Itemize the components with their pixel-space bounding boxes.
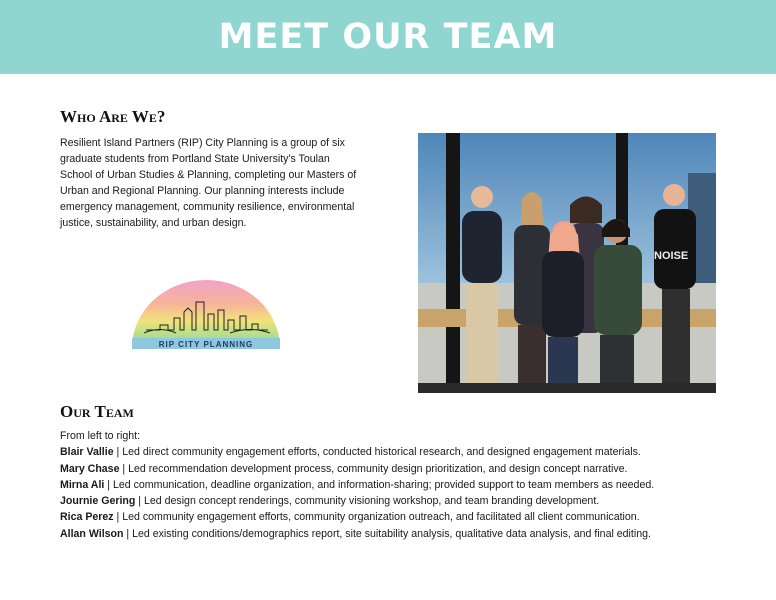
member-role: | Led recommendation development process, community design prioritization, and design concept narrative. (119, 462, 628, 475)
header-banner (0, 0, 776, 74)
member-name: Journie Gering (60, 495, 136, 508)
team-member (60, 493, 760, 509)
member-role: | Led design concept renderings, community visioning workshop, and team branding development. (135, 495, 600, 508)
shirt-sign-text: NOISE (654, 250, 689, 262)
member-role: | Led direct community engagement efforts, conducted historical research, and designed engagement materials. (113, 446, 641, 459)
team-member (60, 444, 760, 460)
team-photo (418, 133, 716, 393)
member-role: | Led communication, deadline organization, and information-sharing; provided support to team members as needed. (104, 478, 655, 491)
team-member (60, 526, 760, 542)
member-name: Mary Chase (60, 462, 120, 475)
team-list-intro: From left to right: (60, 430, 141, 442)
member-name: Mirna Ali (60, 478, 105, 491)
rip-city-planning-logo (130, 278, 282, 354)
who-are-we-text: Resilient Island Partners (RIP) City Planning is a group of six graduate students from Portland State University's Toulan School of Urban Studies & Planning, completing our Masters of Urban and Regional Planning. Our planning interests include emergency management, community resilience, environmental justice, sustainability, and urban design. (60, 137, 357, 229)
team-member (60, 477, 760, 493)
logo-text: RIP CITY PLANNING (158, 340, 254, 349)
member-name: Blair Vallie (60, 446, 114, 459)
member-name: Rica Perez (60, 511, 114, 524)
member-name: Allan Wilson (60, 527, 124, 540)
member-role: | Led existing conditions/demographics report, site suitability analysis, qualitative data analysis, and final editing. (123, 527, 651, 540)
member-role: | Led community engagement efforts, community organization outreach, and facilitated all client communication. (113, 511, 640, 524)
team-member (60, 509, 760, 525)
team-list (60, 428, 760, 542)
our-team-heading: Our Team (60, 402, 134, 421)
team-member (60, 461, 760, 477)
who-are-we-heading: Who Are We? (60, 107, 166, 126)
page-title: MEET OUR TEAM (218, 17, 558, 57)
